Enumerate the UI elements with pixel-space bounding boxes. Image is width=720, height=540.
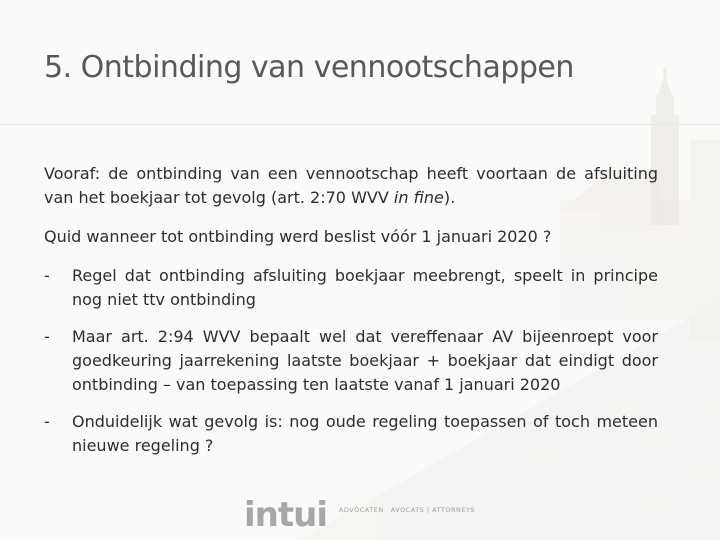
logo-wordmark: intui	[244, 495, 327, 535]
page-title: 5. Ontbinding van vennootschappen	[44, 50, 574, 85]
bullet-dash: -	[44, 266, 50, 285]
company-logo	[244, 495, 482, 535]
bullet-item	[44, 264, 658, 312]
logo-tagline-nl: ADVOCATEN	[338, 506, 384, 514]
slide-body	[44, 162, 658, 471]
bullet-text: Regel dat ontbinding afsluiting boekjaar meebrengt, speelt in principe nog niet ttv ontbinding	[72, 266, 658, 309]
intro-paragraph	[44, 162, 658, 210]
logo-tagline	[339, 506, 482, 514]
intro-text-end: ).	[443, 188, 456, 207]
intro-text: Vooraf: de ontbinding van een vennootschap heeft voortaan de afsluiting van het boekjaar tot gevolg (art. 2:70 WVV	[44, 164, 658, 207]
bullet-text: Maar art. 2:94 WVV bepaalt wel dat vereffenaar AV bijeenroept voor goedkeuring jaarrekening laatste boekjaar + boekjaar dat eindigt door ontbinding – van toepassing ten laatste vanaf 1 januari 2020	[72, 327, 658, 394]
intro-italic: in fine	[393, 188, 444, 207]
bullet-dash: -	[44, 412, 50, 431]
bullet-text: Onduidelijk wat gevolg is: nog oude regeling toepassen of toch meteen nieuwe regeling ?	[72, 412, 658, 455]
logo-tagline-fr-en: AVOCATS | ATTORNEYS	[390, 506, 476, 514]
bullet-item	[44, 325, 658, 397]
bullet-item	[44, 410, 658, 458]
title-divider	[0, 124, 720, 125]
question-paragraph: Quid wanneer tot ontbinding werd beslist vóór 1 januari 2020 ?	[44, 227, 552, 246]
bullet-dash: -	[44, 327, 50, 346]
